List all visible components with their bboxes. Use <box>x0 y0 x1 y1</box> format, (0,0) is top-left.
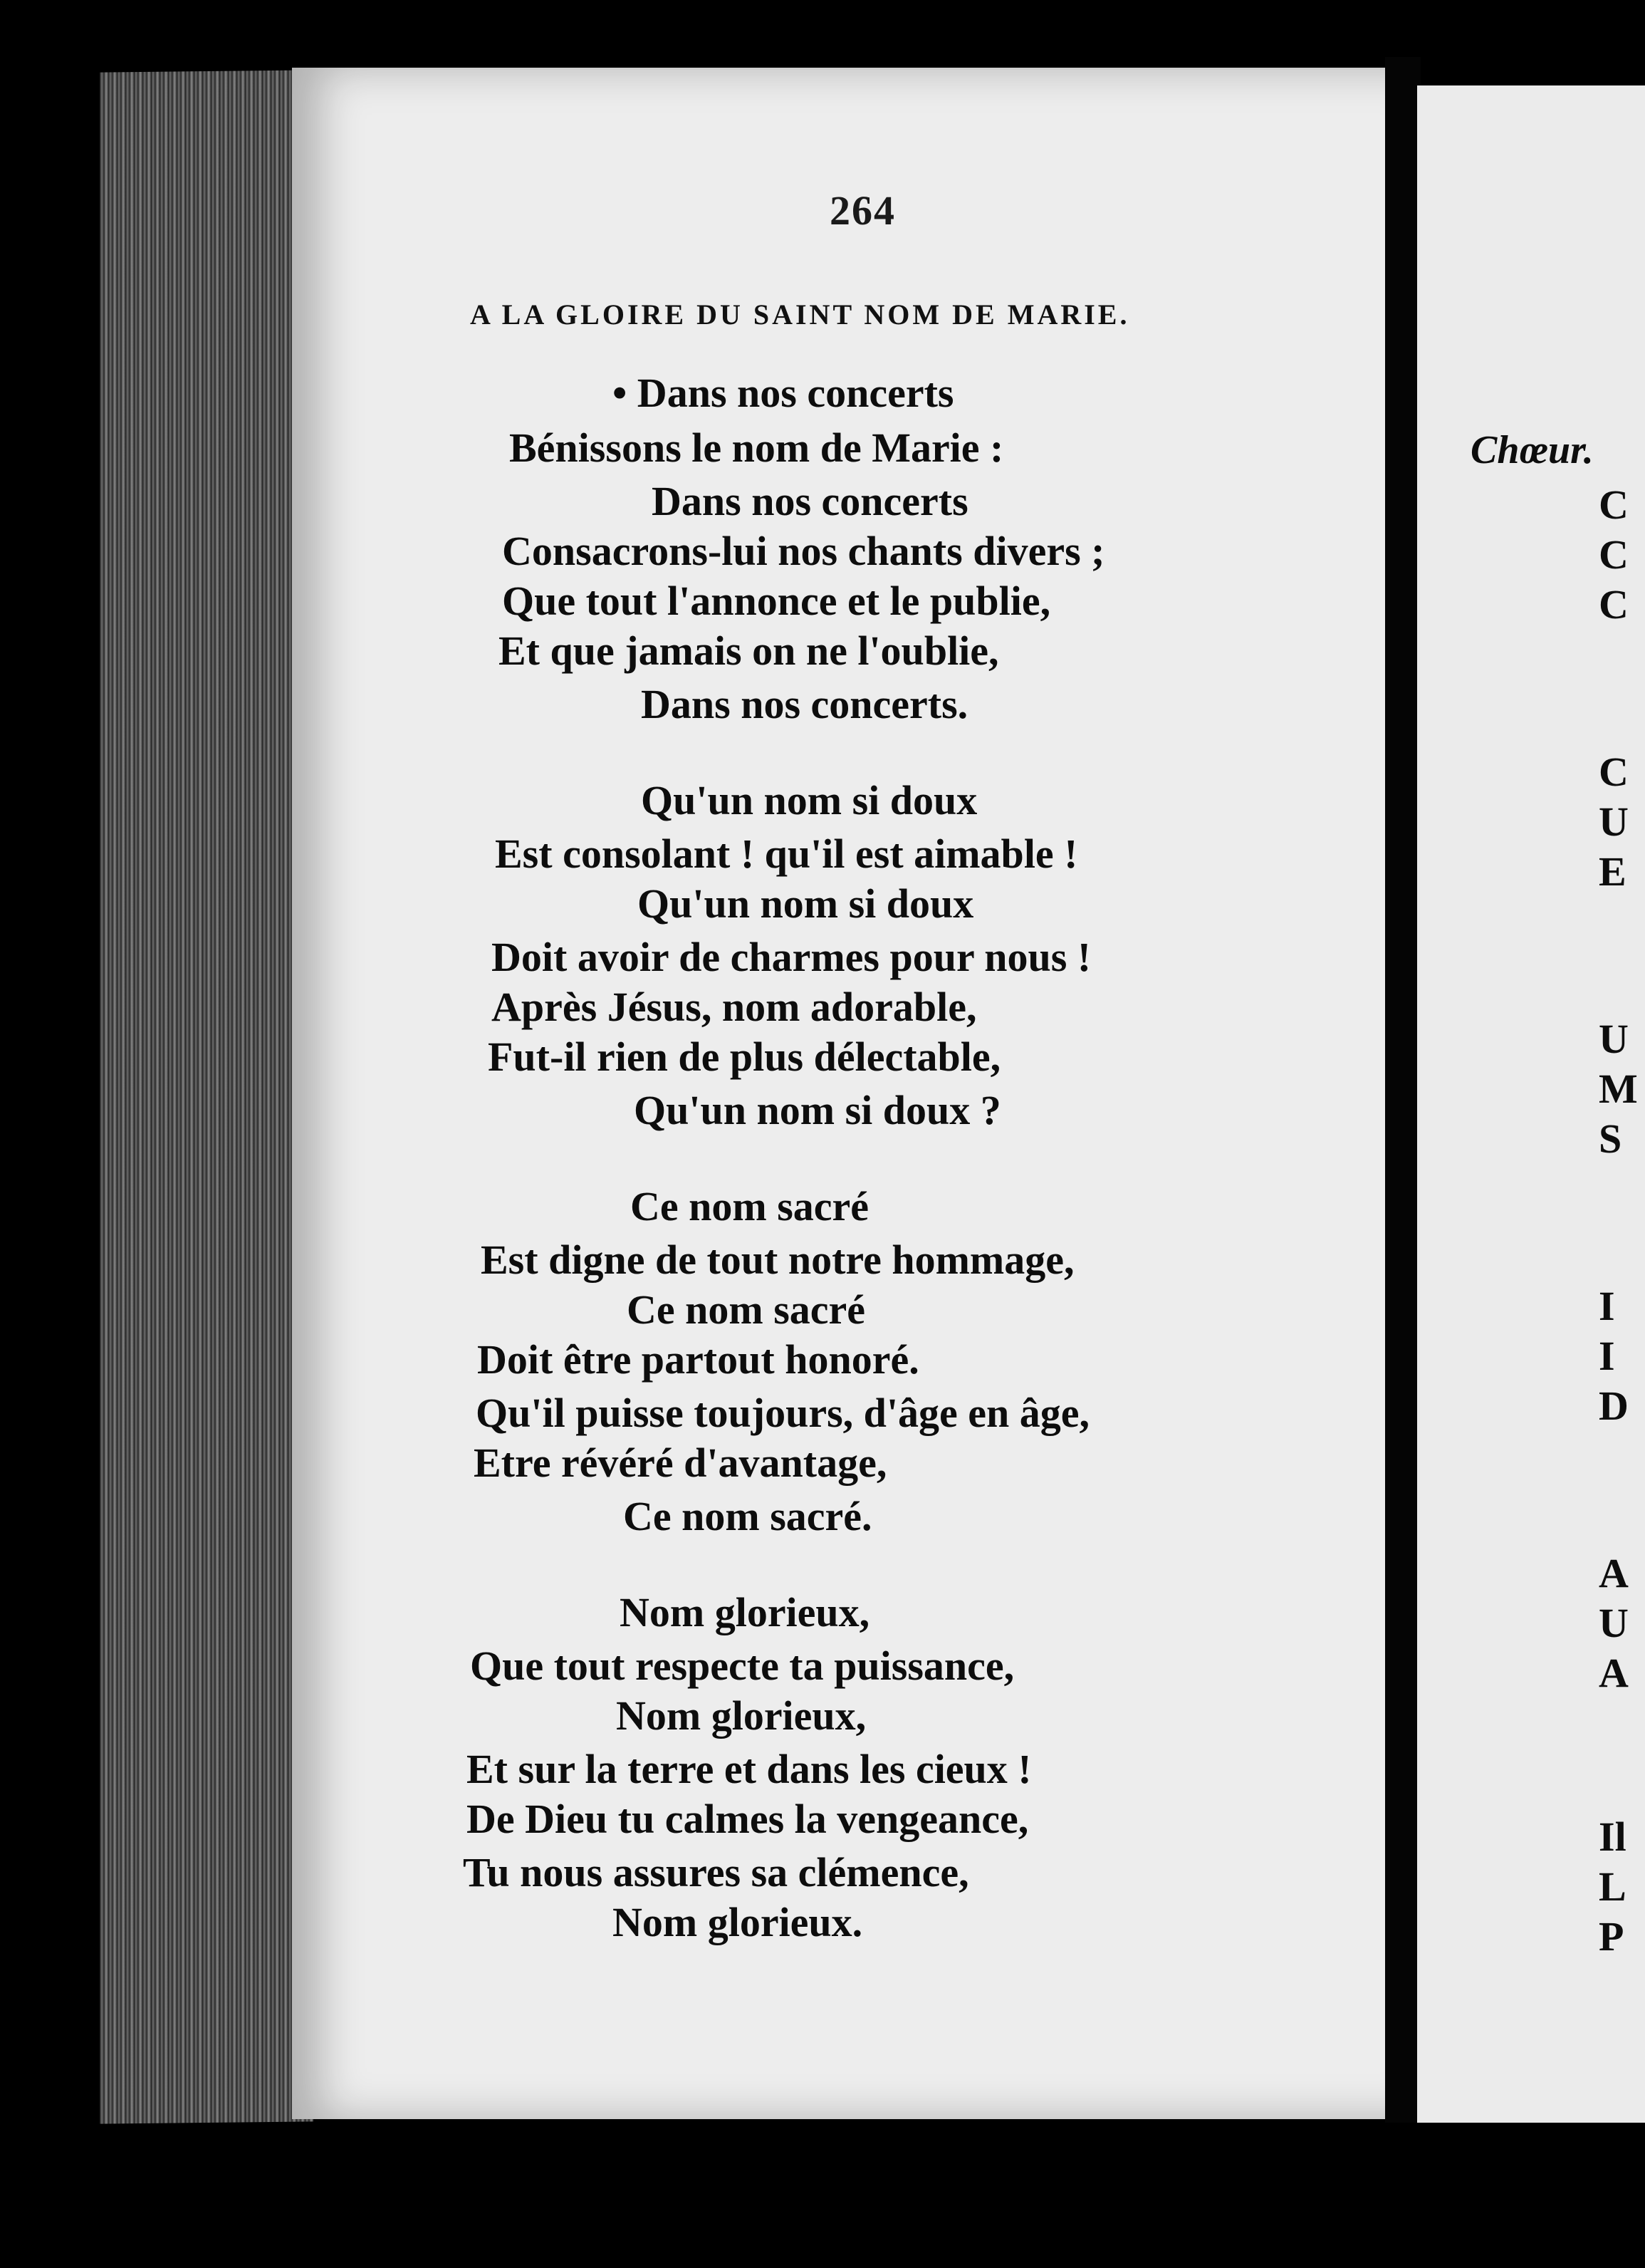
facing-line-initial: C <box>1599 531 1629 578</box>
verse-line: Dans nos concerts. <box>641 681 968 727</box>
facing-line-initial: M <box>1599 1066 1638 1112</box>
verse-line: Bénissons le nom de Marie : <box>509 425 1004 471</box>
facing-line-initial: U <box>1599 1600 1629 1646</box>
facing-line-initial: C <box>1599 581 1629 628</box>
verse-line: Nom glorieux, <box>620 1589 870 1635</box>
page-number: 264 <box>830 187 896 234</box>
verse-line: Consacrons-lui nos chants divers ; <box>502 528 1105 574</box>
facing-line-initial: S <box>1599 1115 1622 1162</box>
verse-line: Que tout l'annonce et le publie, <box>502 578 1051 624</box>
facing-line-initial: L <box>1599 1863 1626 1910</box>
facing-line-initial: I <box>1599 1283 1615 1329</box>
facing-line-initial: I <box>1599 1333 1615 1379</box>
facing-line-initial: A <box>1599 1650 1629 1696</box>
book-gutter <box>1385 57 1421 2123</box>
song-title: A LA GLOIRE DU SAINT NOM DE MARIE. <box>470 298 1130 331</box>
verse-line: Ce nom sacré <box>627 1286 866 1333</box>
verse-line: Et que jamais on ne l'oublie, <box>498 628 999 674</box>
facing-line-initial: U <box>1599 799 1629 845</box>
verse-line: Tu nous assures sa clémence, <box>463 1849 969 1895</box>
verse-line: Ce nom sacré <box>630 1183 870 1229</box>
verse-line: Après Jésus, nom adorable, <box>491 984 977 1030</box>
verse-line: De Dieu tu calmes la vengeance, <box>466 1796 1029 1842</box>
facing-line-initial: E <box>1599 848 1626 895</box>
facing-line-initial: Il <box>1599 1814 1626 1860</box>
verse-line: Nom glorieux, <box>616 1692 867 1739</box>
page-edges <box>100 70 313 2123</box>
verse-line: Doit être partout honoré. <box>477 1336 919 1383</box>
facing-line-initial: C <box>1599 749 1629 795</box>
verse-line: • Dans nos concerts <box>612 370 954 416</box>
facing-line-initial: D <box>1599 1383 1629 1429</box>
verse-line: Doit avoir de charmes pour nous ! <box>491 934 1092 980</box>
facing-line-initial: U <box>1599 1016 1629 1062</box>
verse-line: Qu'il puisse toujours, d'âge en âge, <box>476 1390 1090 1436</box>
verse-line: Est consolant ! qu'il est aimable ! <box>495 831 1078 877</box>
verse-line: Est digne de tout notre hommage, <box>481 1237 1075 1283</box>
verse-line: Et sur la terre et dans les cieux ! <box>466 1746 1032 1792</box>
facing-line-initial: A <box>1599 1550 1629 1596</box>
facing-line-initial: C <box>1599 482 1629 528</box>
verse-line: Etre révéré d'avantage, <box>474 1440 887 1486</box>
verse-line: Fut-il rien de plus délectable, <box>488 1034 1001 1080</box>
verse-line: Qu'un nom si doux <box>637 880 974 927</box>
chorus-label: Chœur. <box>1471 428 1594 472</box>
verse-line: Ce nom sacré. <box>623 1493 872 1539</box>
verse-line: Dans nos concerts <box>652 478 968 524</box>
verse-line: Qu'un nom si doux ? <box>634 1087 1001 1133</box>
verse-line: Que tout respecte ta puissance, <box>470 1643 1015 1689</box>
verse-line: Nom glorieux. <box>612 1899 863 1945</box>
verse-line: Qu'un nom si doux <box>641 777 978 823</box>
facing-line-initial: P <box>1599 1913 1624 1960</box>
